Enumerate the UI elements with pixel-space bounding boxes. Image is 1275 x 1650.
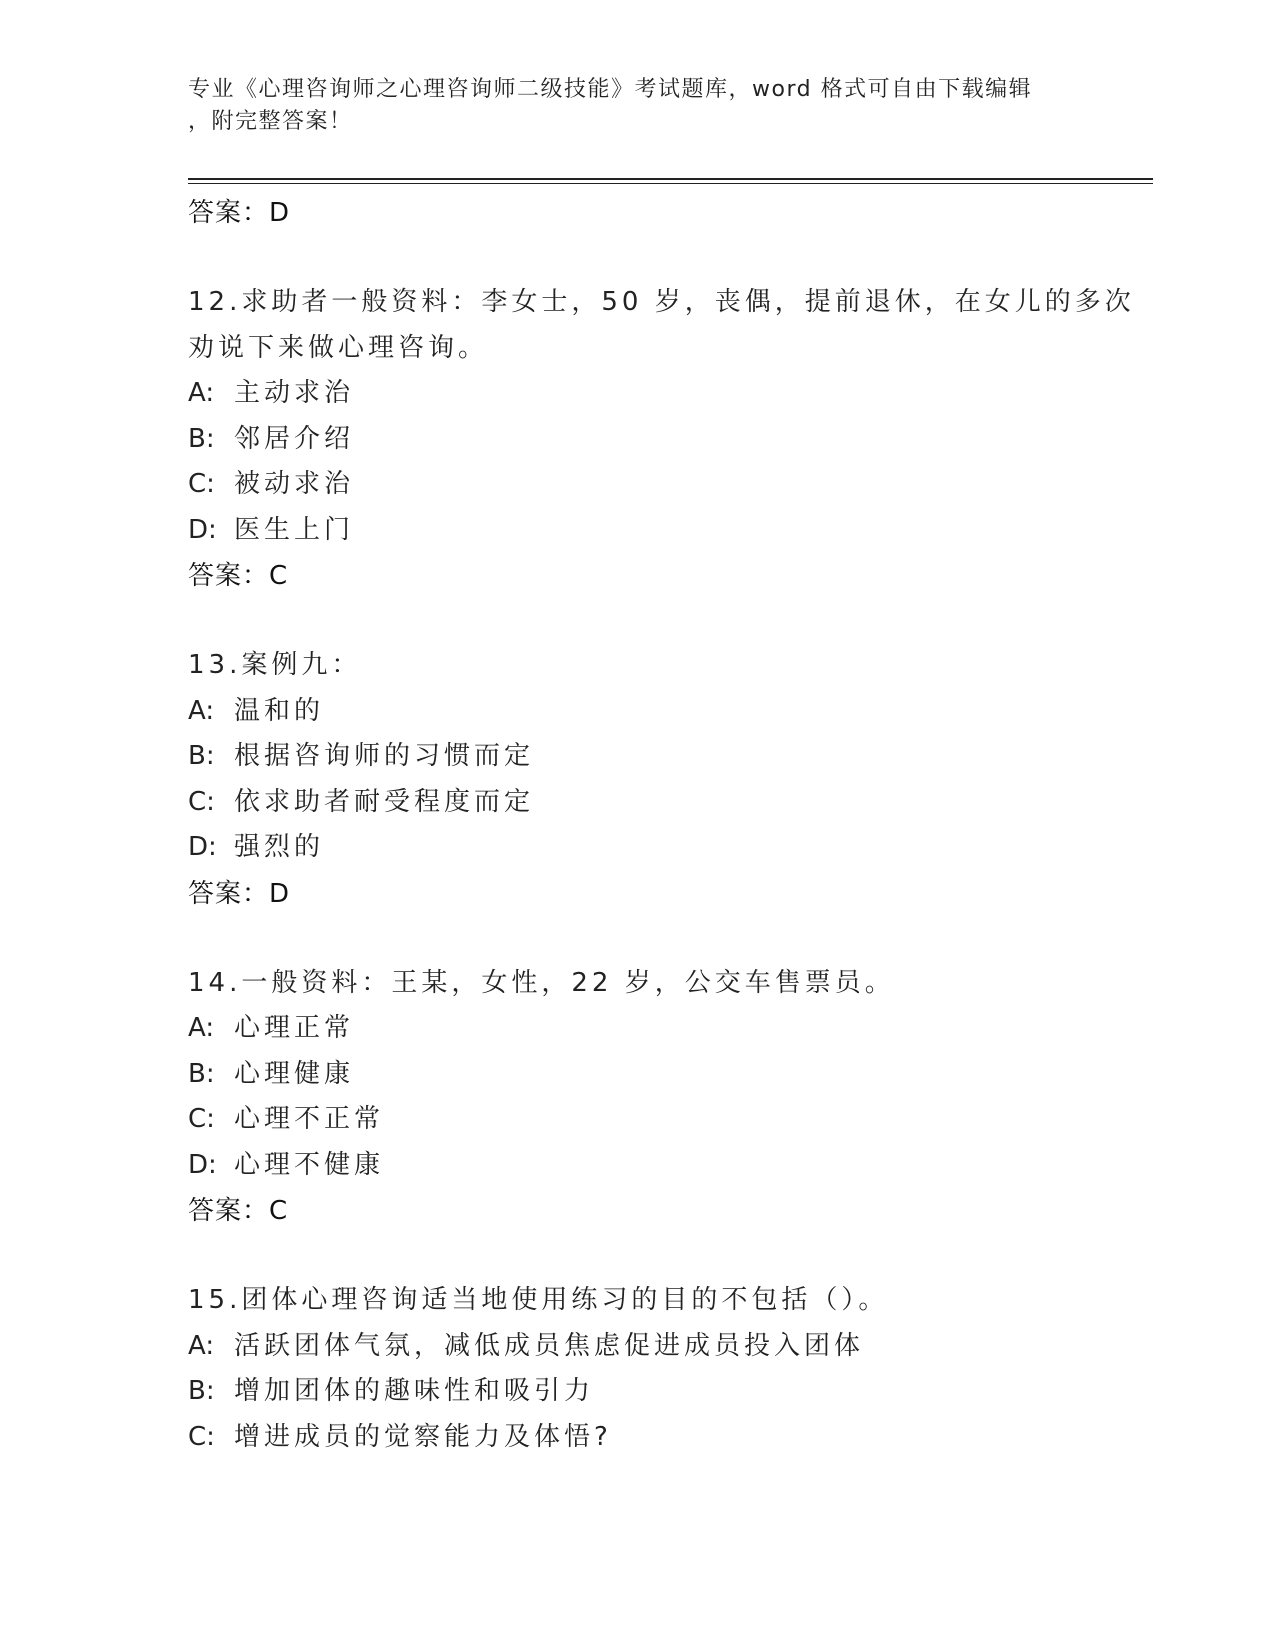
option-a: A: 主动求治 <box>188 378 355 408</box>
question-14 <box>188 961 1148 1235</box>
question-12 <box>188 280 1148 599</box>
header-divider <box>188 178 1153 180</box>
previous-answer: 答案：D <box>188 198 291 228</box>
question-stem: 劝说下来做心理咨询。 <box>188 332 489 363</box>
option-b: B: 增加团体的趣味性和吸引力 <box>188 1376 595 1406</box>
option-c: C: 增进成员的觉察能力及体悟? <box>188 1421 612 1452</box>
answer-line: 答案：C <box>188 561 289 591</box>
header-line-2: ，附完整答案！ <box>188 109 353 134</box>
option-b: B: 心理健康 <box>188 1058 355 1089</box>
document-header <box>188 74 1088 138</box>
option-a: A: 心理正常 <box>188 1013 355 1043</box>
question-list <box>188 190 1148 1460</box>
question-stem: 12.求助者一般资料：李女士，50 岁，丧偶，提前退休，在女儿的多次 <box>188 287 1135 317</box>
header-divider-thin <box>188 183 1153 184</box>
option-d: D: 心理不健康 <box>188 1149 385 1180</box>
question-stem: 14.一般资料：王某，女性，22 岁，公交车售票员。 <box>188 967 895 998</box>
option-d: D: 强烈的 <box>188 832 325 862</box>
option-c: C: 被动求治 <box>188 469 355 499</box>
question-13 <box>188 643 1148 917</box>
question-15 <box>188 1278 1148 1460</box>
option-b: B: 根据咨询师的习惯而定 <box>188 741 535 771</box>
option-b: B: 邻居介绍 <box>188 423 355 454</box>
option-a: A: 活跃团体气氛，减低成员焦虑促进成员投入团体 <box>188 1330 865 1361</box>
answer-line: 答案：C <box>188 1196 289 1226</box>
option-a: A: 温和的 <box>188 695 325 726</box>
question-stem: 13.案例九： <box>188 650 362 680</box>
header-line-1: 专业《心理咨询师之心理咨询师二级技能》考试题库，word 格式可自由下载编辑 <box>188 77 1033 102</box>
option-c: C: 依求助者耐受程度而定 <box>188 786 535 817</box>
answer-line: 答案：D <box>188 878 291 909</box>
option-d: D: 医生上门 <box>188 514 355 545</box>
question-stem: 15.团体心理咨询适当地使用练习的目的不包括（）。 <box>188 1285 889 1315</box>
option-c: C: 心理不正常 <box>188 1104 385 1134</box>
